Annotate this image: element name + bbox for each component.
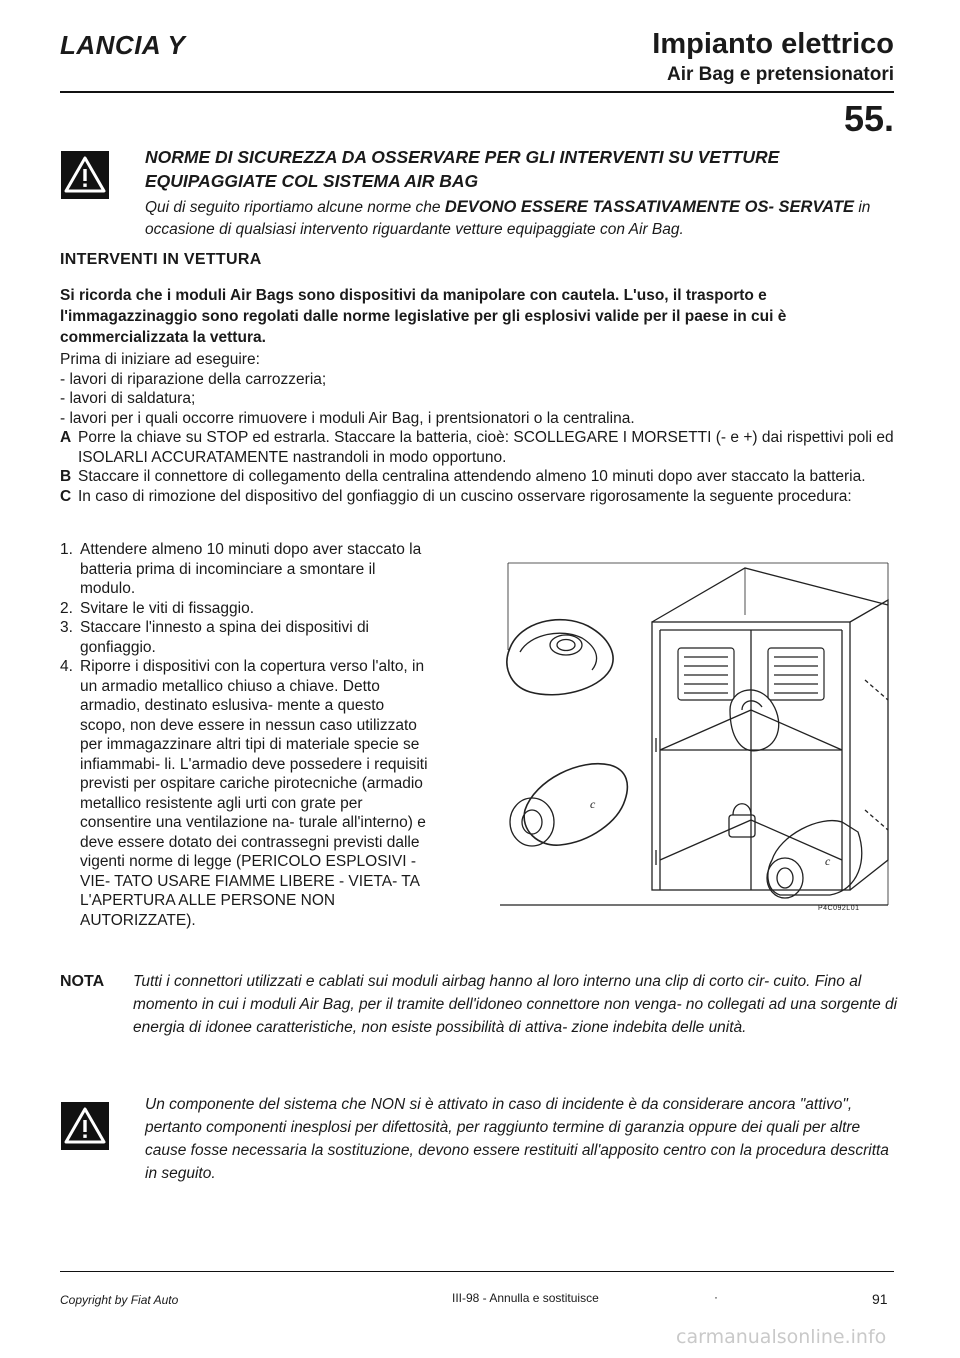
warning-triangle-icon bbox=[61, 1102, 109, 1150]
page-title: Impianto elettrico bbox=[652, 28, 894, 60]
lettered-step bbox=[60, 428, 900, 467]
dash-item: - lavori di saldatura; bbox=[60, 390, 196, 407]
section-number: 55. bbox=[843, 98, 894, 139]
step-text: Staccare il connettore di collegamento della centralina attendendo almeno 10 minuti dopo aver staccato la batteria. bbox=[78, 468, 866, 485]
svg-text:c: c bbox=[825, 854, 831, 868]
step-text: Svitare le viti di fissaggio. bbox=[80, 599, 255, 617]
warning-title-line2: EQUIPAGGIATE COL SISTEMA AIR BAG bbox=[145, 171, 479, 191]
step-text: Attendere almeno 10 minuti dopo aver staccato la batteria prima di incominciare a smontare il modulo. bbox=[80, 541, 422, 597]
warning-text-emphasis: DEVONO ESSERE TASSATIVAMENTE OS- SERVATE bbox=[444, 198, 855, 216]
footer-divider bbox=[60, 1271, 894, 1272]
footer-dot: · bbox=[714, 1290, 718, 1304]
step-text: Riporre i dispositivi con la copertura verso l'alto, in un armadio metallico chiuso a chiave. Detto armadio, destinato eslusiva- mente a questo scopo, non deve essere in nessun caso utilizzato per immagazzinare altri tipi di materiale specie se infiammabi- li. L'armadio deve possedere i requisiti previsti per ospitare cariche pirotecniche (armadio metallico resistente agli urti con grate per consentire una ventilazione na- turale all'interno) e deve essere dotato dei contrassegni previsti dalle vigenti norme di legge (PERICOLO ESPLOSIVI - VIE- TATO USARE FIAMME LIBERE - VIETA- TA L'APERTURA ALLE PERSONE NON AUTORIZZATE). bbox=[80, 658, 428, 929]
page-subtitle: Air Bag e pretensionatori bbox=[667, 64, 894, 85]
step-number: 1. bbox=[60, 541, 73, 558]
lettered-step bbox=[60, 487, 900, 507]
svg-text:c: c bbox=[590, 797, 596, 811]
step-text: Staccare l'innesto a spina dei dispositivi di gonfiaggio. bbox=[80, 619, 370, 656]
dash-item: - lavori di riparazione della carrozzeria; bbox=[60, 370, 327, 388]
nota-label: NOTA bbox=[60, 973, 105, 990]
numbered-step bbox=[60, 540, 430, 599]
warning-title bbox=[145, 145, 905, 193]
figure-code: P4C092L01 bbox=[818, 905, 860, 912]
warning-text-after: in occasione di qualsiasi intervento riguardante vetture equipaggiate con Air Bag. bbox=[145, 199, 871, 238]
step-text: Porre la chiave su STOP ed estrarla. Staccare la batteria, cioè: SCOLLEGARE I MORSETTI (- e +) dai rispettivi poli ed ISOLARLI ACCURATAMENTE nastrandoli in modo opportuno. bbox=[78, 429, 894, 466]
warning-text-before: Qui di seguito riportiamo alcune norme che bbox=[145, 199, 445, 216]
warning2-text: Un componente del sistema che NON si è attivato in caso di incidente è da considerare ancora "attivo", pertanto componenti inesplosi per difettosità, per raggiunto termine di garanzia oppure dei quali per altre cause fosse necessaria la sostituzione, devono essere restituiti all'apposito centro con la procedura descritta in seguito. bbox=[145, 1096, 889, 1182]
dash-item: - lavori per i quali occorre rimuovere i moduli Air Bag, i prentsionatori o la centralina. bbox=[60, 409, 635, 427]
airbag-cabinet-illustration bbox=[480, 560, 895, 910]
intro-lead: Prima di iniziare ad eseguire: bbox=[60, 351, 260, 368]
lettered-step bbox=[60, 467, 900, 487]
warning-triangle-icon bbox=[61, 151, 109, 199]
numbered-step bbox=[60, 599, 430, 619]
step-number: 3. bbox=[60, 619, 73, 636]
step-letter: C bbox=[60, 487, 72, 505]
step-number: 2. bbox=[60, 599, 73, 617]
step-letter: A bbox=[60, 429, 72, 446]
nota-text: Tutti i connettori utilizzati e cablati sui moduli airbag hanno al loro interno una clip di corto cir- cuito. Fino al momento in cui i moduli Air Bag, per il tramite dell'idoneo connettore non venga- no collegati ad una sorgente di energia di idonee caratteristiche, non esiste possibilità di attiva- zione indebita delle unità. bbox=[133, 973, 898, 1036]
intro-block bbox=[60, 350, 900, 506]
numbered-step bbox=[60, 657, 430, 930]
warning-text bbox=[145, 196, 905, 241]
step-letter: B bbox=[60, 468, 72, 485]
numbered-step bbox=[60, 618, 430, 657]
section-heading: INTERVENTI IN VETTURA bbox=[60, 251, 262, 268]
bold-paragraph: Si ricorda che i moduli Air Bags sono dispositivi da manipolare con cautela. L'uso, il trasporto e l'immagazzinaggio sono regolati dalle norme legislative per gli esplosivi valide per il paese in cui è commercializzata la vettura. bbox=[60, 287, 787, 346]
footer-edition: III-98 - Annulla e sostituisce bbox=[452, 1291, 599, 1305]
header-divider bbox=[60, 91, 894, 93]
footer-copyright: Copyright by Fiat Auto bbox=[60, 1293, 179, 1307]
step-number: 4. bbox=[60, 658, 73, 675]
step-text: In caso di rimozione del dispositivo del gonfiaggio di un cuscino osservare rigorosamente la seguente procedura: bbox=[78, 487, 852, 505]
numbered-steps bbox=[60, 540, 430, 930]
page-number: 91 bbox=[872, 1291, 888, 1307]
warning-title-line1: NORME DI SICUREZZA DA OSSERVARE PER GLI INTERVENTI SU VETTURE bbox=[145, 147, 780, 167]
watermark: carmanualsonline.info bbox=[676, 1326, 887, 1348]
brand-title: LANCIA Y bbox=[60, 30, 186, 60]
